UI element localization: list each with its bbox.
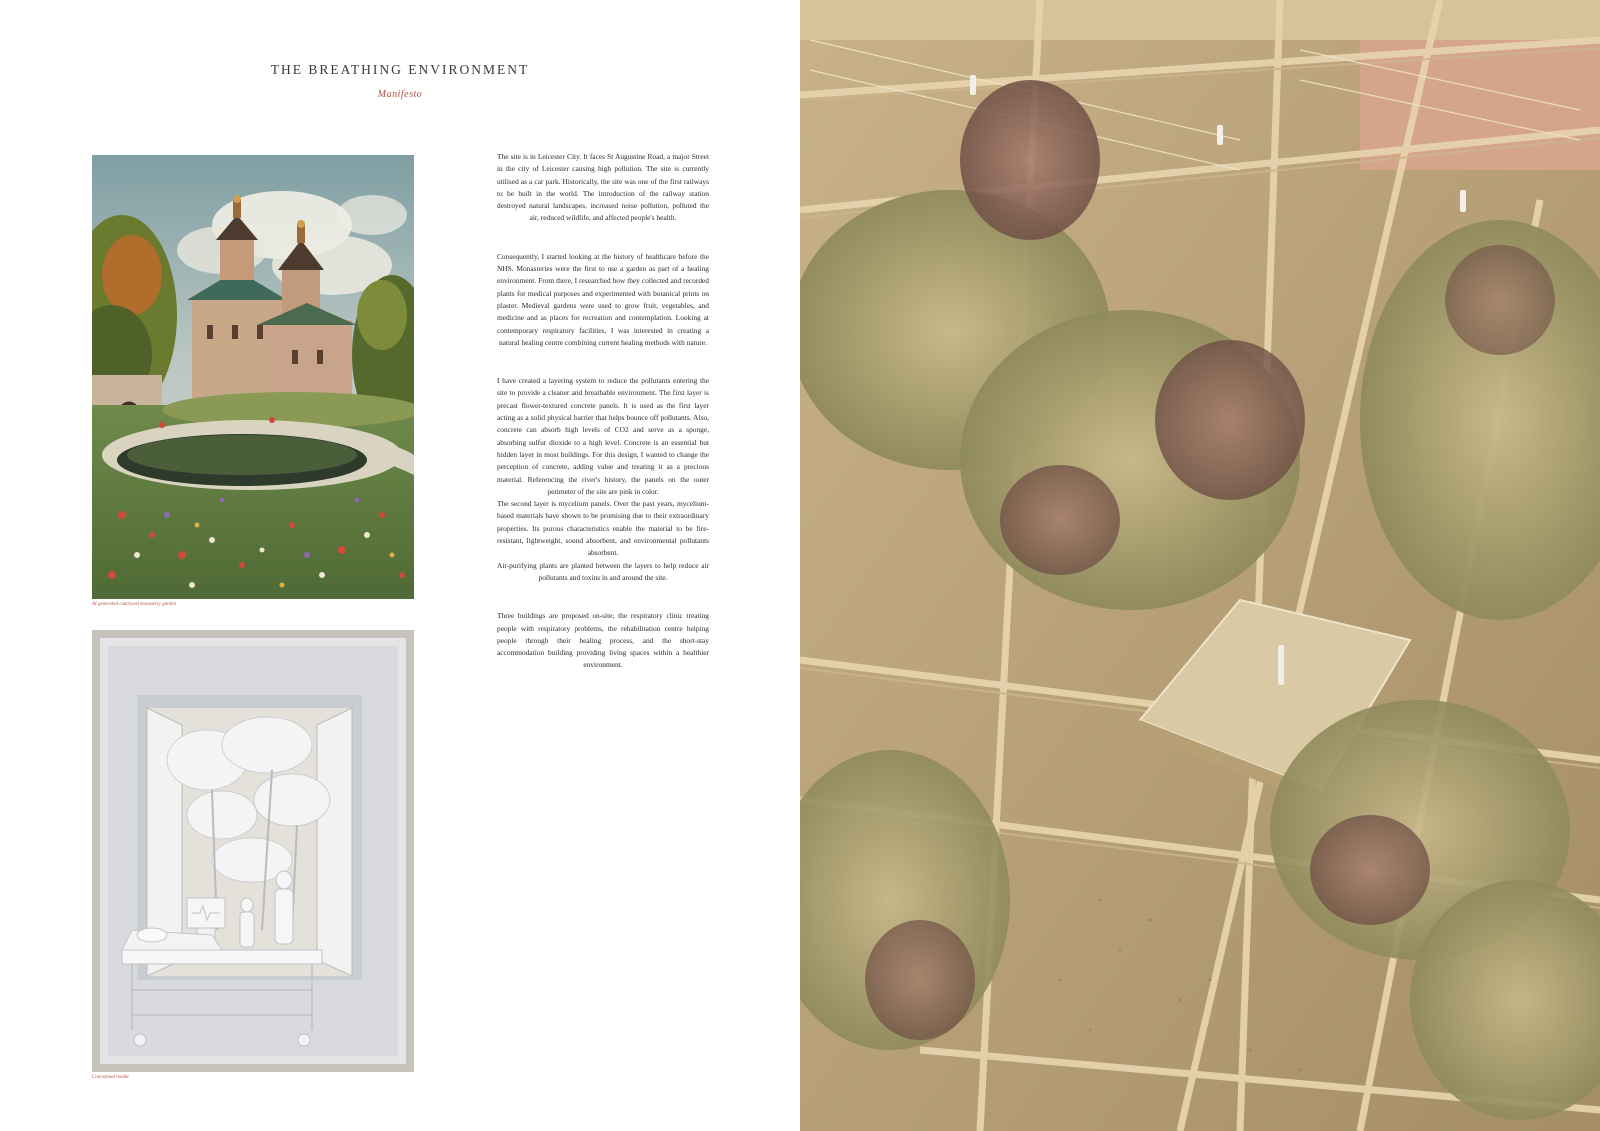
paragraph-buildings: Three buildings are proposed on-site; the respiratory clinic treating people with respiratory problems, the rehabilitation centre helping people through their healing process, and the short-stay accommodation building providing living spaces within a healthier environment. <box>497 611 709 670</box>
paragraph-plants: Air-purifying plants are planted between the layers to help reduce air pollutants and toxins in and around the site. <box>497 560 709 582</box>
timber-model-illustration <box>800 0 1600 1131</box>
conceptual-model-image <box>92 630 414 1072</box>
image1-caption: AI generated courtyard monastery garden <box>92 602 177 607</box>
paragraph-history: Consequently, I started looking at the history of healthcare before the NHS. Monasteries were the first to use a garden as part of a healing environment. From there, I researched how they collected and recorded plants for medical purposes and experimented with botanical prints on plaster. Medieval gardens were used to grow fruit, vegetables, and medicine and as places for recreation and contemplation. Looking at contemporary respiratory facilities, I was interested in creating a natural healing centre combining current healing methods with nature. <box>497 251 709 347</box>
monastery-garden-illustration <box>92 155 414 599</box>
image2-caption: Conceptual model <box>92 1075 129 1080</box>
page-subtitle: Manifesto <box>377 89 423 100</box>
manifesto-text <box>497 151 709 672</box>
page-title: THE BREATHING ENVIRONMENT <box>270 62 530 77</box>
paragraph-layering: I have created a layering system to reduce the pollutants entering the site to provide a cleaner and breathable environment. The first layer is precast flower-textured concrete panels. It is used as the first layer acting as a solid physical barrier that helps bounce off pollutants. Also, concrete can absorb high levels of CO2 and serve as a sponge, absorbing sulfur dioxide to a high level. Concrete is an essential but hidden layer in most buildings. For this design, I wanted to change the perception of concrete, adding value and treating it as a precious material. Referencing the river's history, the panels on the outer perimeter of the site are pink in color. <box>497 376 709 496</box>
conceptual-model-illustration <box>92 630 414 1072</box>
monastery-garden-image <box>92 155 414 599</box>
paragraph-mycelium: The second layer is mycelium panels. Over the past years, mycelium-based materials have shown to be promising due to their extraordinary properties. Its porous characteristics enable the material to be fire-resistant, lightweight, sound absorbent, and environmental pollutants absorbent. <box>497 499 709 558</box>
architectural-model-photo <box>800 0 1600 1131</box>
paragraph-site: The site is in Leicester City. It faces St Augustine Road, a major Street in the city of Leicester causing high pollution. The site is currently utilised as a car park. Historically, the site was one of the first railways to be built in the world. The introduction of the railway station destroyed natural landscapes, increased noise pollution, polluted the air, reduced wildlife, and affected people's health. <box>497 152 709 223</box>
